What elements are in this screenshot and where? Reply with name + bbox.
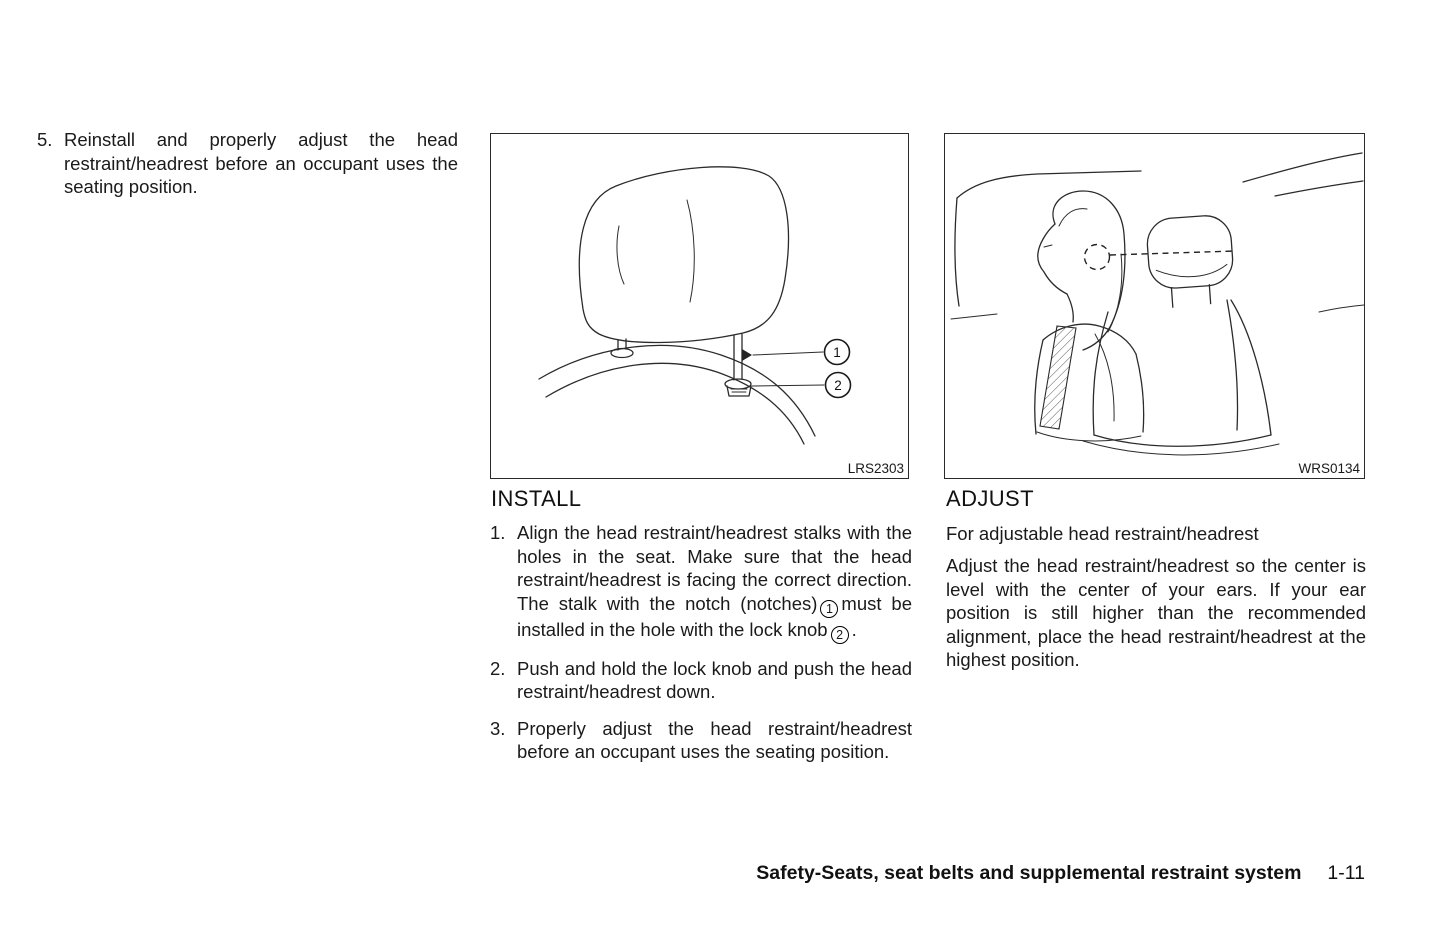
svg-text:1: 1	[833, 345, 841, 360]
step-text: Properly adjust the head restraint/headrest before an occupant uses the seating position.	[517, 717, 912, 762]
adjust-heading: ADJUST	[946, 486, 1034, 511]
figure-code-adjust: WRS0134	[1298, 461, 1360, 476]
install-step-3	[490, 717, 912, 764]
install-figure	[490, 133, 909, 479]
step-number: 3.	[490, 717, 506, 739]
ear-alignment-circle	[1085, 245, 1110, 270]
adjust-body-text: Adjust the head restraint/headrest so the center is level with the center of your ears. If your ear position is still higher than the recommended alignment, place the head restraint/headrest at the highest position.	[946, 555, 1366, 670]
adjust-subheading: For adjustable head restraint/headrest	[946, 523, 1259, 544]
step-number: 2.	[490, 657, 506, 679]
footer-page-number: 1-11	[1327, 862, 1365, 884]
install-step-1	[490, 521, 912, 644]
adjust-figure	[944, 133, 1365, 479]
inline-callout-1-icon: 1	[820, 600, 838, 618]
seat-belt	[1040, 326, 1076, 429]
step-text: Align the head restraint/headrest stalks with the holes in the seat. Make sure that the head restraint/headrest is facing the correct direction. The stalk with the notch (notches) 1 must be installed in the hole with the lock knob 2 .	[517, 522, 912, 642]
figure-code-install: LRS2303	[847, 461, 904, 476]
alignment-dashed-line	[1110, 251, 1235, 255]
item-text: Reinstall and properly adjust the head restraint/headrest before an occupant uses the seating position.	[64, 129, 458, 197]
headrest-adjust-drawing	[945, 134, 1364, 478]
stalk-notch	[742, 349, 752, 361]
adjust-headrest	[1146, 214, 1236, 309]
install-step-2	[490, 657, 912, 704]
step-text: Push and hold the lock knob and push the head restraint/headrest down.	[517, 657, 912, 702]
install-steps	[490, 521, 912, 777]
page-footer	[0, 862, 1365, 885]
item-number: 5.	[37, 129, 53, 150]
footer-chapter-title: Safety-Seats, seat belts and supplemental restraint system	[756, 862, 1302, 884]
step-number: 1.	[490, 522, 506, 543]
svg-text:2: 2	[834, 378, 842, 393]
inline-callout-2-icon: 2	[831, 626, 849, 644]
left-column-item	[37, 128, 458, 199]
callout-2-icon	[826, 373, 851, 398]
install-heading: INSTALL	[491, 486, 582, 511]
callout-1-icon	[825, 340, 850, 365]
headrest-install-drawing	[491, 134, 908, 478]
